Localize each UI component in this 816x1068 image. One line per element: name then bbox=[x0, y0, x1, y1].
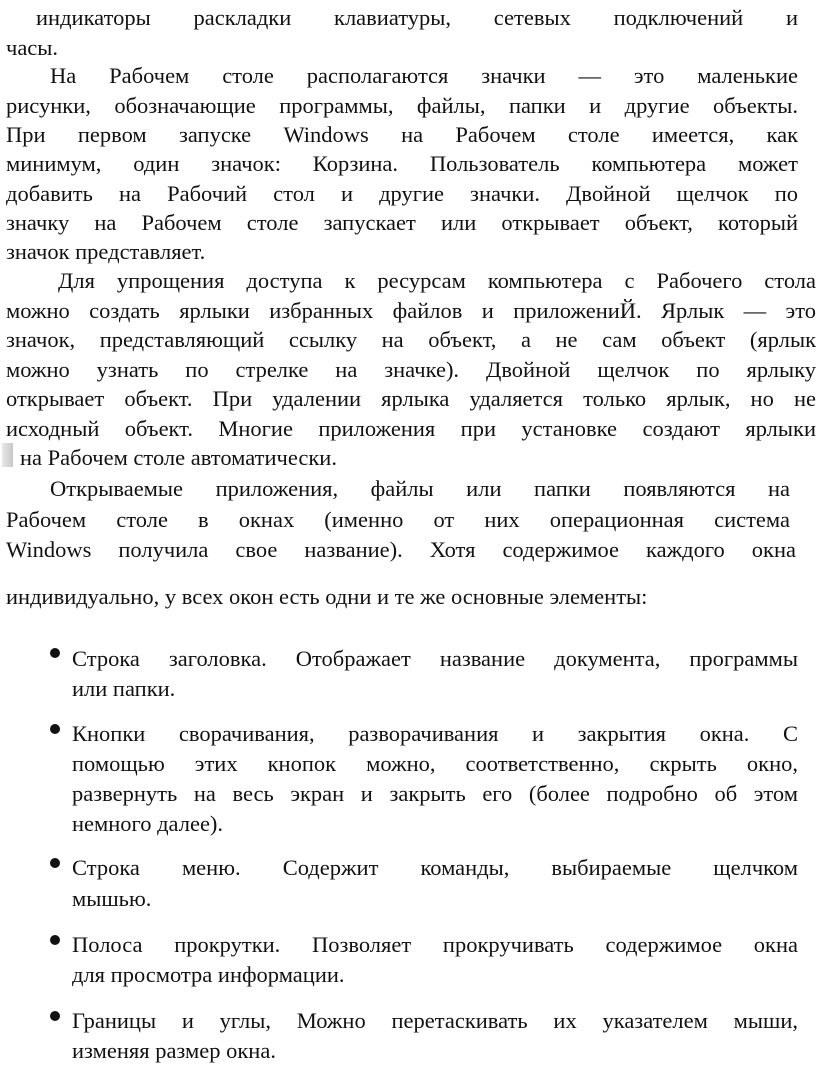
text-line: значок представляет. bbox=[6, 239, 206, 264]
text-line: можно узнать по стрелке на значке). Двойной щелчок по ярлыку bbox=[6, 357, 816, 382]
text-line: Открываемые приложения, файлы или папки появляются на bbox=[50, 476, 790, 501]
text-line: можно создать ярлыки избранных файлов и приложениЙ. Ярлык — это bbox=[6, 298, 816, 323]
text-line: или папки. bbox=[72, 676, 176, 701]
text-line: немного далее). bbox=[72, 811, 224, 836]
text-line: Границы и углы, Можно перетаскивать их указателем мыши, bbox=[72, 1008, 798, 1033]
text-line: индивидуально, у всех окон есть одни и те же основные элементы: bbox=[6, 584, 648, 609]
text-line: изменяя размер окна. bbox=[72, 1038, 276, 1063]
text-line: При первом запуске Windows на Рабочем столе имеется, как bbox=[6, 122, 798, 147]
text-line: Кнопки сворачивания, разворачивания и закрытия окна. С bbox=[72, 721, 798, 746]
bullet-icon bbox=[50, 1011, 60, 1021]
text-line: открывает объект. При удалении ярлыка удаляется только ярлык, но не bbox=[6, 386, 816, 411]
bullet-icon bbox=[50, 648, 60, 658]
text-line: на Рабочем столе автоматически. bbox=[20, 445, 337, 470]
text-line: Строка заголовка. Отображает название документа, программы bbox=[72, 646, 798, 671]
text-line: индикаторы раскладки клавиатуры, сетевых подключений и bbox=[36, 5, 798, 30]
text-line: добавить на Рабочий стол и другие значки. Двойной щелчок по bbox=[6, 181, 798, 206]
text-line: На Рабочем столе располагаются значки — это маленькие bbox=[50, 63, 798, 88]
bullet-icon bbox=[50, 724, 60, 734]
text-line: Полоса прокрутки. Позволяет прокручивать содержимое окна bbox=[72, 932, 798, 957]
bullet-icon bbox=[50, 858, 60, 868]
bullet-icon bbox=[50, 935, 60, 945]
text-line: значку на Рабочем столе запускает или открывает объект, который bbox=[6, 210, 798, 235]
scan-artifact bbox=[2, 443, 13, 467]
text-line: часы. bbox=[6, 35, 59, 60]
text-line: значок, представляющий ссылку на объект, а не сам объект (ярлык bbox=[6, 327, 816, 352]
text-line: Строка меню. Содержит команды, выбираемые щелчком bbox=[72, 855, 798, 880]
text-line: для просмотра информации. bbox=[72, 962, 345, 987]
text-line: минимум, один значок: Корзина. Пользователь компьютера может bbox=[6, 151, 798, 176]
text-line: исходный объект. Многие приложения при установке создают ярлыки bbox=[6, 416, 816, 441]
text-line: мышью. bbox=[72, 886, 152, 911]
text-line: помощью этих кнопок можно, соответственно, скрыть окно, bbox=[72, 751, 798, 776]
text-line: Рабочем столе в окнах (именно от них операционная система bbox=[6, 507, 790, 532]
text-line: Для упрощения доступа к ресурсам компьютера с Рабочего стола bbox=[58, 268, 816, 293]
text-line: развернуть на весь экран и закрыть его (более подробно об этом bbox=[72, 781, 798, 806]
text-line: рисунки, обозначающие программы, файлы, папки и другие объекты. bbox=[6, 93, 798, 118]
text-line: Windows получила свое название). Хотя содержимое каждого окна bbox=[6, 537, 796, 562]
